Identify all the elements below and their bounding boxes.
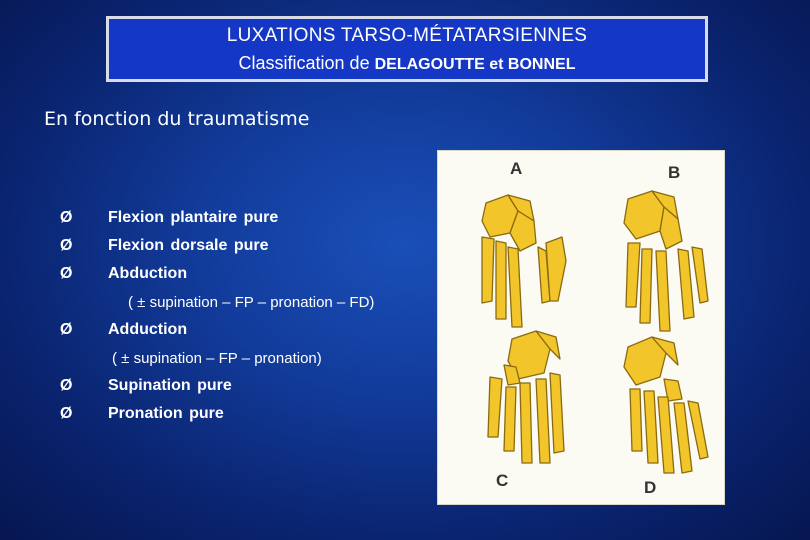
figure-label-a: A xyxy=(510,159,523,178)
bullet-label: Flexion dorsale pure xyxy=(108,237,269,254)
panel-a-bones xyxy=(482,195,566,327)
tarsometatarsal-illustration xyxy=(438,151,724,504)
bullet-label: Flexion plantaire pure xyxy=(108,209,279,226)
panel-b-bones xyxy=(624,191,708,331)
arrow-bullet-icon: Ø xyxy=(60,237,73,254)
title-box xyxy=(106,16,708,82)
section-heading: En fonction du traumatisme xyxy=(44,108,310,130)
note-abduction: ( ± supination – FP – pronation – FD) xyxy=(128,294,375,311)
bullet-label: Abduction xyxy=(108,265,188,282)
bullet-label: Adduction xyxy=(108,321,188,338)
figure-label-c: C xyxy=(496,471,509,490)
title-sub-main: Classification de xyxy=(238,53,375,73)
bullet-label: Pronation pure xyxy=(108,405,224,422)
arrow-bullet-icon: Ø xyxy=(60,209,73,226)
note-adduction: ( ± supination – FP – pronation) xyxy=(112,350,322,367)
panel-c-bones xyxy=(488,331,564,463)
figure-label-d: D xyxy=(644,478,657,497)
foot-bones-figure xyxy=(437,150,725,505)
panel-d-bones xyxy=(624,337,708,473)
title-sub xyxy=(109,53,705,74)
arrow-bullet-icon: Ø xyxy=(60,265,73,282)
title-main: LUXATIONS TARSO-MÉTATARSIENNES xyxy=(226,25,588,46)
bullet-label: Supination pure xyxy=(108,377,232,394)
figure-label-b: B xyxy=(668,163,681,182)
arrow-bullet-icon: Ø xyxy=(60,405,73,422)
arrow-bullet-icon: Ø xyxy=(60,377,73,394)
arrow-bullet-icon: Ø xyxy=(60,321,73,338)
title-sub-authors: DELAGOUTTE et BONNEL xyxy=(374,56,576,73)
